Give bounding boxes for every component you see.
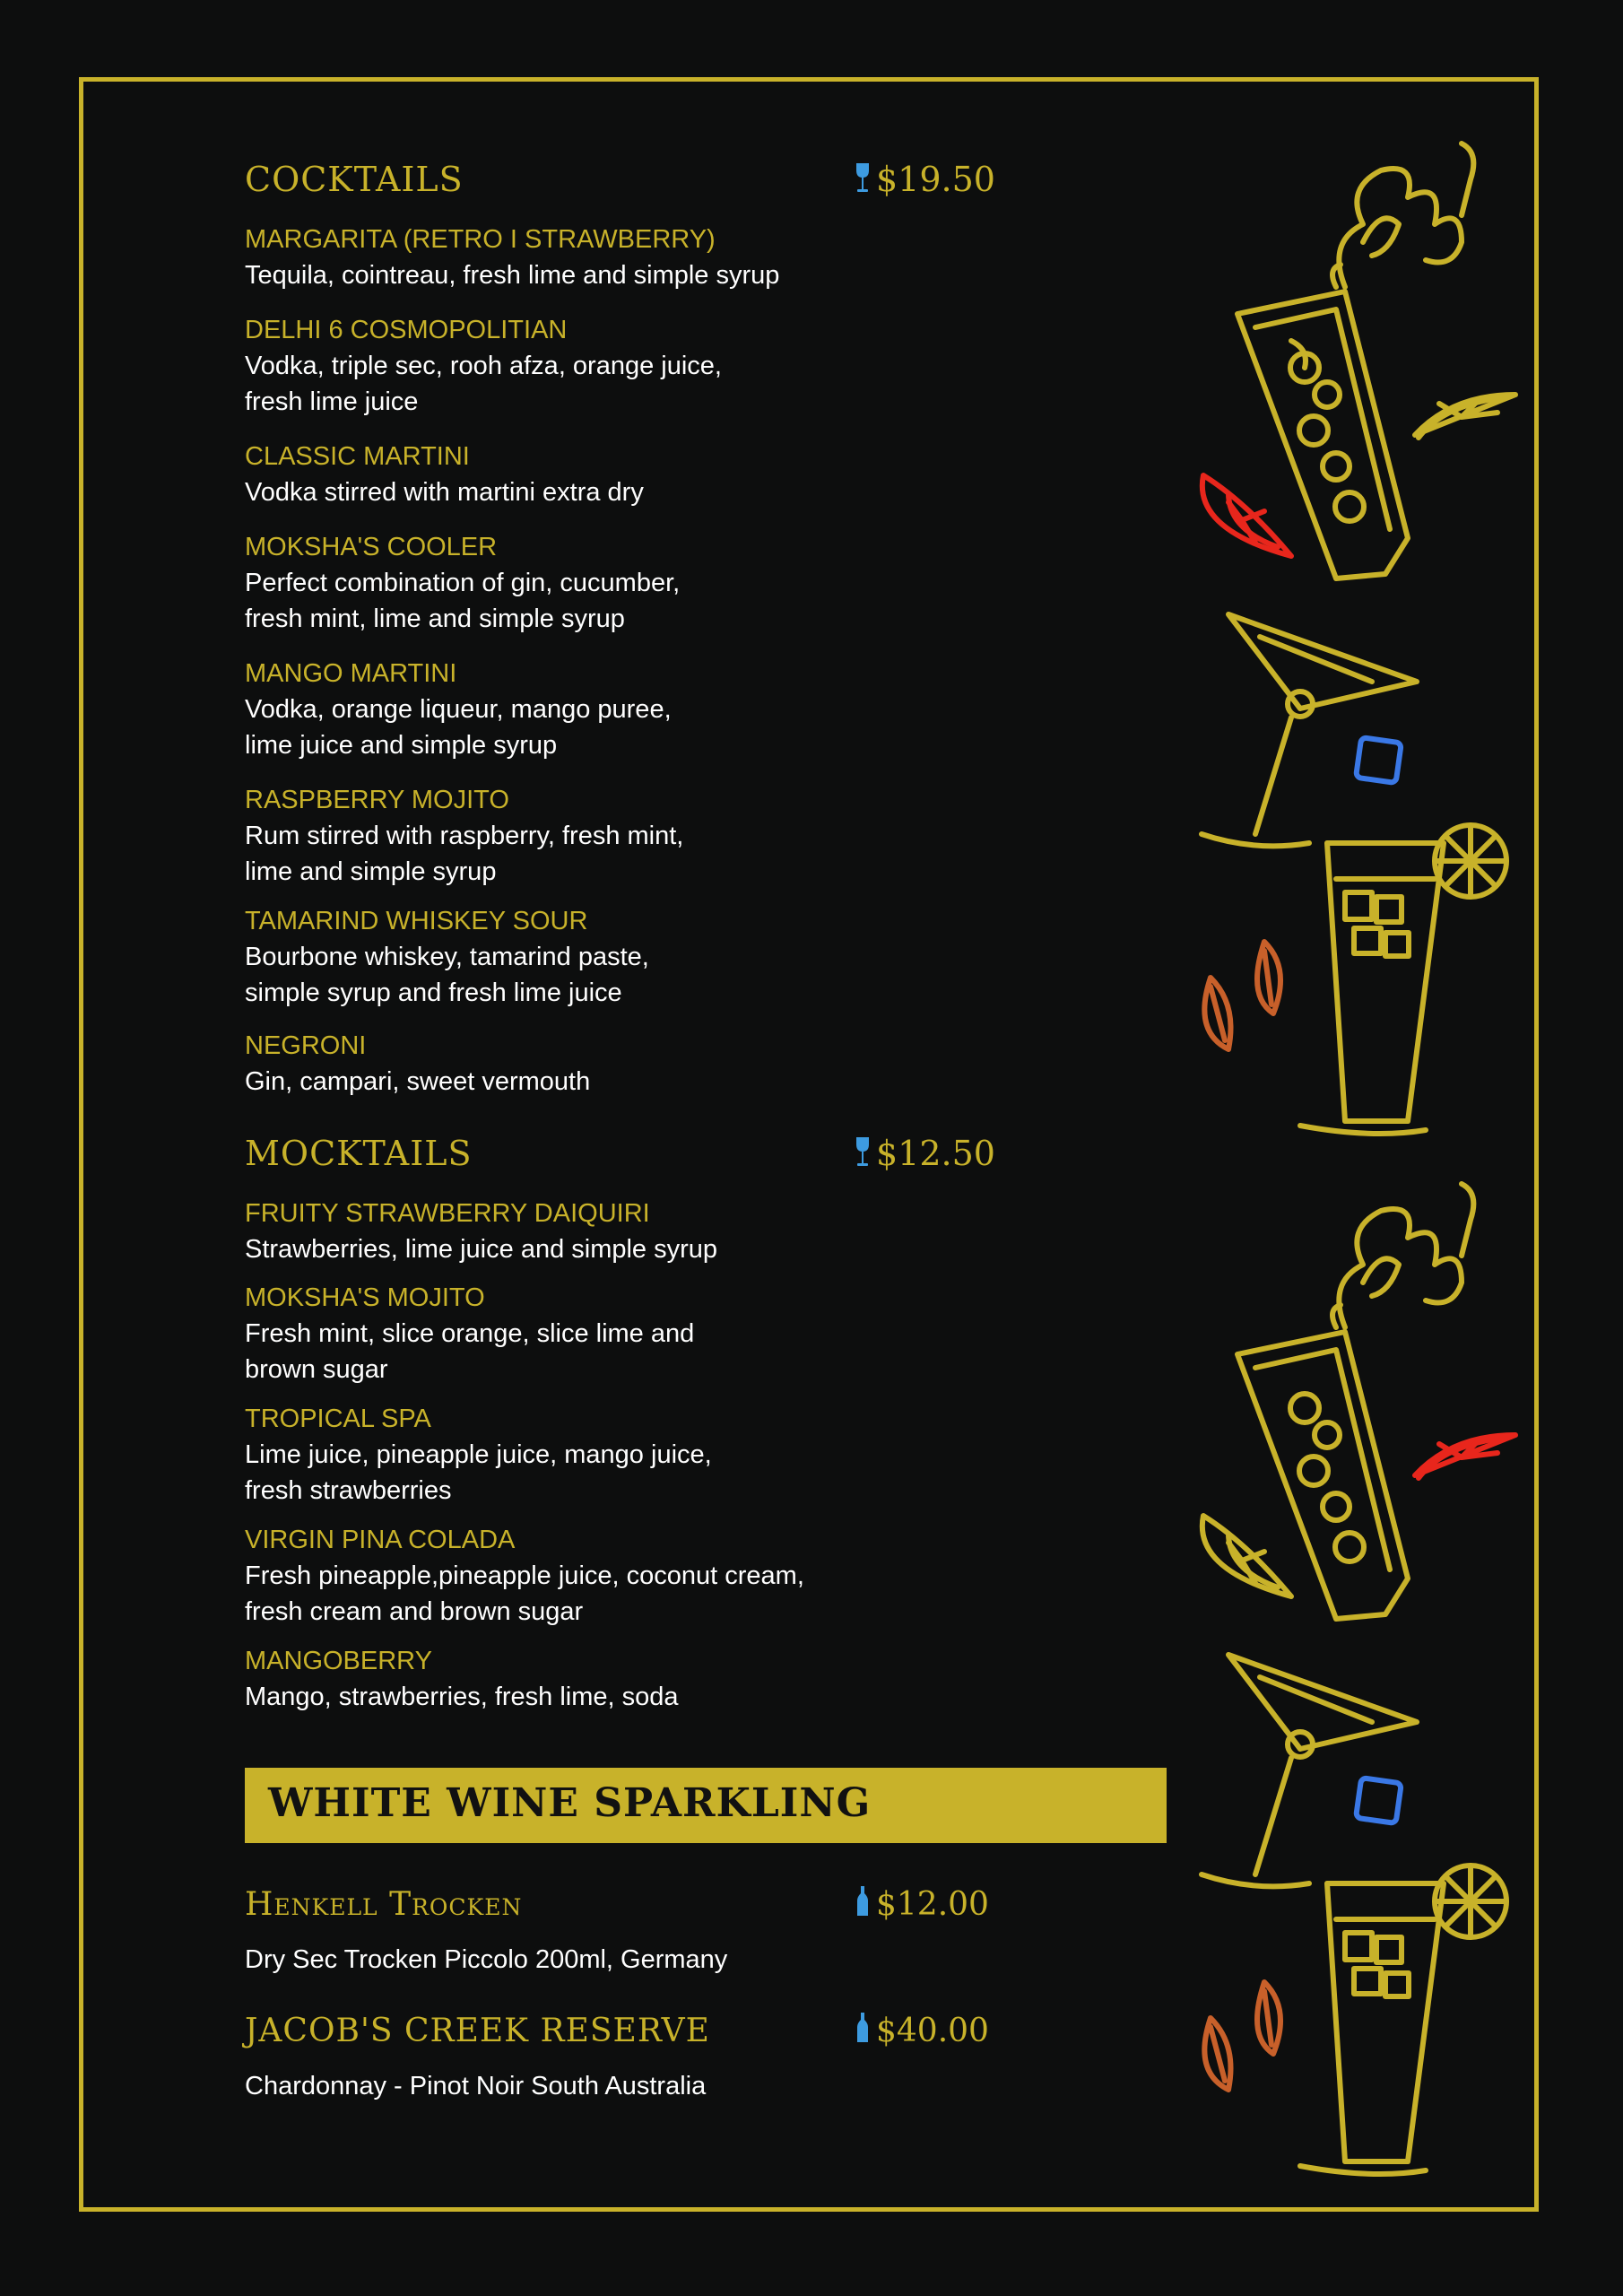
menu-item [245, 1643, 962, 1715]
section-title-mocktails: MOCKTAILS [245, 1134, 473, 1173]
wine-bottle-icon [855, 2013, 871, 2043]
wine-price [855, 2013, 989, 2049]
menu-item-description: Rum stirred with raspberry, fresh mint, lime and simple syrup [245, 822, 684, 886]
menu-item-name: MOKSHA'S MOJITO [245, 1283, 485, 1312]
menu-item-description: Fresh pineapple,pineapple juice, coconut cream, fresh cream and brown sugar [245, 1561, 804, 1626]
cocktails-price-value: $19.50 [876, 160, 995, 199]
ice-cube-icon [1356, 1778, 1402, 1823]
menu-item [245, 439, 962, 510]
martini-glass-illustration [1202, 614, 1417, 846]
mint-leaf-icon [1204, 942, 1280, 1049]
menu-item-name: MANGOBERRY [245, 1647, 432, 1675]
wine-price [855, 1886, 989, 1923]
menu-item-name: MARGARITA (RETRO I STRAWBERRY) [245, 225, 716, 254]
cocktails-price [855, 160, 995, 199]
menu-item-name: VIRGIN PINA COLADA [245, 1526, 516, 1554]
menu-item-description: Lime juice, pineapple juice, mango juice, fresh strawberries [245, 1440, 712, 1505]
menu-item [245, 1196, 962, 1267]
citrus-slice-icon [1415, 1435, 1515, 1478]
martini-glass-illustration [1202, 1655, 1417, 1886]
menu-item-name: MANGO MARTINI [245, 659, 457, 688]
highball-glass-illustration [1300, 1866, 1506, 2174]
menu-item-description: Gin, campari, sweet vermouth [245, 1067, 591, 1096]
wine-description: Chardonnay - Pinot Noir South Australia [245, 2072, 707, 2100]
menu-item-description: Vodka, triple sec, rooh afza, orange juice, fresh lime juice [245, 352, 722, 416]
menu-item [245, 1028, 962, 1100]
wine-glass-icon [855, 1136, 871, 1167]
menu-item-name: FRUITY STRAWBERRY DAIQUIRI [245, 1199, 650, 1228]
citrus-slice-icon [1415, 395, 1515, 438]
menu-item-description: Bourbone whiskey, tamarind paste, simple syrup and fresh lime juice [245, 943, 649, 1007]
cocktail-illustrations [1193, 108, 1533, 2188]
wine-glass-icon [855, 162, 871, 193]
mint-leaf-icon [1204, 1982, 1280, 2090]
menu-item-name: CLASSIC MARTINI [245, 442, 470, 471]
menu-item-description: Mango, strawberries, fresh lime, soda [245, 1683, 679, 1711]
menu-item [245, 222, 962, 293]
menu-item-name: NEGRONI [245, 1031, 367, 1060]
menu-item [245, 529, 962, 637]
cocktails-header [245, 160, 995, 213]
cocktail-splash-illustration [1237, 1184, 1473, 1619]
menu-item [245, 1401, 962, 1509]
white-wine-banner [245, 1768, 1167, 1843]
section-title-white-wine: WHITE WINE SPARKLING [268, 1780, 872, 1826]
menu-item-name: TAMARIND WHISKEY SOUR [245, 907, 588, 935]
menu-item [245, 903, 962, 1011]
menu-item-description: Fresh mint, slice orange, slice lime and brown sugar [245, 1319, 695, 1384]
menu-item [245, 782, 962, 890]
menu-item-name: MOKSHA'S COOLER [245, 533, 498, 561]
menu-item [245, 656, 962, 763]
menu-item-name: RASPBERRY MOJITO [245, 786, 509, 814]
menu-item-name: DELHI 6 COSMOPOLITIAN [245, 316, 568, 344]
menu-item-description: Perfect combination of gin, cucumber, fresh mint, lime and simple syrup [245, 569, 681, 633]
wine-price-value: $40.00 [876, 2013, 989, 2049]
wine-bottle-icon [855, 1886, 871, 1917]
highball-glass-illustration [1300, 825, 1506, 1134]
ice-cube-icon [1356, 737, 1402, 783]
mocktails-price-value: $12.50 [876, 1134, 995, 1173]
menu-item-description: Tequila, cointreau, fresh lime and simple syrup [245, 261, 780, 290]
citrus-slice-icon [1202, 1516, 1291, 1596]
mocktails-price [855, 1134, 995, 1173]
wine-price-value: $12.00 [876, 1886, 989, 1923]
menu-item-description: Vodka, orange liqueur, mango puree, lime juice and simple syrup [245, 695, 672, 760]
menu-item [245, 312, 962, 420]
menu-item [245, 1280, 962, 1387]
menu-item-name: TROPICAL SPA [245, 1405, 431, 1433]
menu-item [245, 1522, 962, 1630]
mocktails-header [245, 1134, 995, 1187]
cocktail-splash-illustration [1237, 144, 1473, 578]
citrus-slice-icon [1202, 475, 1291, 556]
wine-description: Dry Sec Trocken Piccolo 200ml, Germany [245, 1945, 728, 1974]
wine-name: Henkell Trocken [245, 1886, 523, 1923]
menu-item-description: Strawberries, lime juice and simple syrup [245, 1235, 718, 1264]
menu-item-description: Vodka stirred with martini extra dry [245, 478, 644, 507]
section-title-cocktails: COCKTAILS [245, 160, 464, 199]
wine-name: JACOB'S CREEK RESERVE [245, 2013, 710, 2049]
